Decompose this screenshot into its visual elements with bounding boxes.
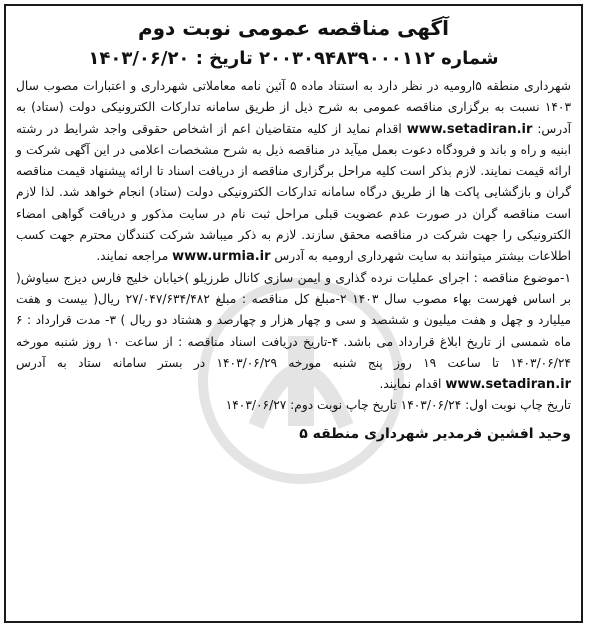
notice-paragraph-intro	[16, 76, 571, 268]
setadiran-link[interactable]: www.setadiran.ir	[406, 121, 533, 137]
details-text-1: ۱-موضوع مناقصه : اجرای عملیات نرده گذاری و ایمن سازی کانال طرزیلو )خیابان خلیج فارس دیزج سیاوش( بر اساس فهرست بهاء مصوب سال ۱۴۰۳ ۲-مبلغ کل مناقصه : مبلغ ۲۷/۰۴۷/۶۳۴/۴۸۲ ریال( بیست و هفت میلیارد و چهل و هفت میلیون و ششصد و سی و چهار هزار و چهارصد و هشتاد دو ریال ) ۳- مدت قرارداد : ۶ ماه شمسی از تاریخ ابلاغ قرارداد می باشد. ۴-تاریخ دریافت اسناد مناقصه : از ساعت ۱۰ روز شنبه مورخه ۱۴۰۳/۰۶/۲۴ تا ساعت ۱۹ روز پنج شنبه مورخه ۱۴۰۳/۰۶/۲۹ در بستر سامانه ستاد به آدرس	[16, 270, 572, 370]
intro-text-1: شهرداری منطقه ۵ارومیه در نظر دارد به استناد ماده ۵ آئین نامه معاملاتی شهرداری و اعتبارات مصوب سال ۱۴۰۳ نسبت به برگزاری مناقصه عمومی به شرح ذیل از طریق سامانه تدارکات الکترونیکی دولت (ستاد) به آدرس:	[16, 79, 572, 136]
intro-text-3: مراجعه نمایند.	[96, 249, 173, 264]
signature-line: وحید افشین فرمدیر شهرداری منطقه ۵	[299, 425, 571, 442]
urmia-link[interactable]: www.urmia.ir	[172, 249, 271, 265]
notice-number-and-date: شماره ۲۰۰۳۰۹۴۸۳۹۰۰۰۱۱۲ تاریخ : ۱۴۰۳/۰۶/۲۰	[88, 48, 499, 69]
setadiran-link-2[interactable]: www.setadiran.ir	[445, 377, 571, 393]
intro-text-2: اقدام نماید از کلیه متقاضیان اعم از اشخاص حقوقی واجد شرایط در رشته ابنیه و راه و باند و فرودگاه دعوت بعمل میآید در مناقصه ذیل به شرح مشخصات اعلامی در این آگهی شرکت و ارائه قیمت نمایند. لازم بذکر است کلیه مراحل برگزاری مناقصه از دریافت اسناد تا ارائه پیشنهاد قیمت مناقصه گران و بازگشایی پاکت ها از طریق درگاه سامانه تدارکات الکترونیکی دولت (ستاد) انجام خواهد شد. لذا لازم است مناقصه گران در صورت عدم عضویت قبلی مراحل ثبت نام در سایت مذکور و دریافت گواهی امضاء الکترونیکی را جهت شرکت در مناقصه محقق سازند. لازم به ذکر میباشد شرکت کنندگان محترم جهت کسب اطلاعات بیشتر میتوانند به سایت شهرداری ارومیه به آدرس	[16, 121, 571, 264]
details-text-2: اقدام نمایند.	[379, 377, 446, 392]
print-dates: تاریخ چاپ نوبت اول: ۱۴۰۳/۰۶/۲۴ تاریخ چاپ نوبت دوم: ۱۴۰۳/۰۶/۲۷	[225, 398, 571, 413]
tender-notice	[4, 4, 583, 623]
notice-title: آگهی مناقصه عمومی نوبت دوم	[137, 16, 450, 40]
notice-paragraph-details	[16, 268, 571, 396]
